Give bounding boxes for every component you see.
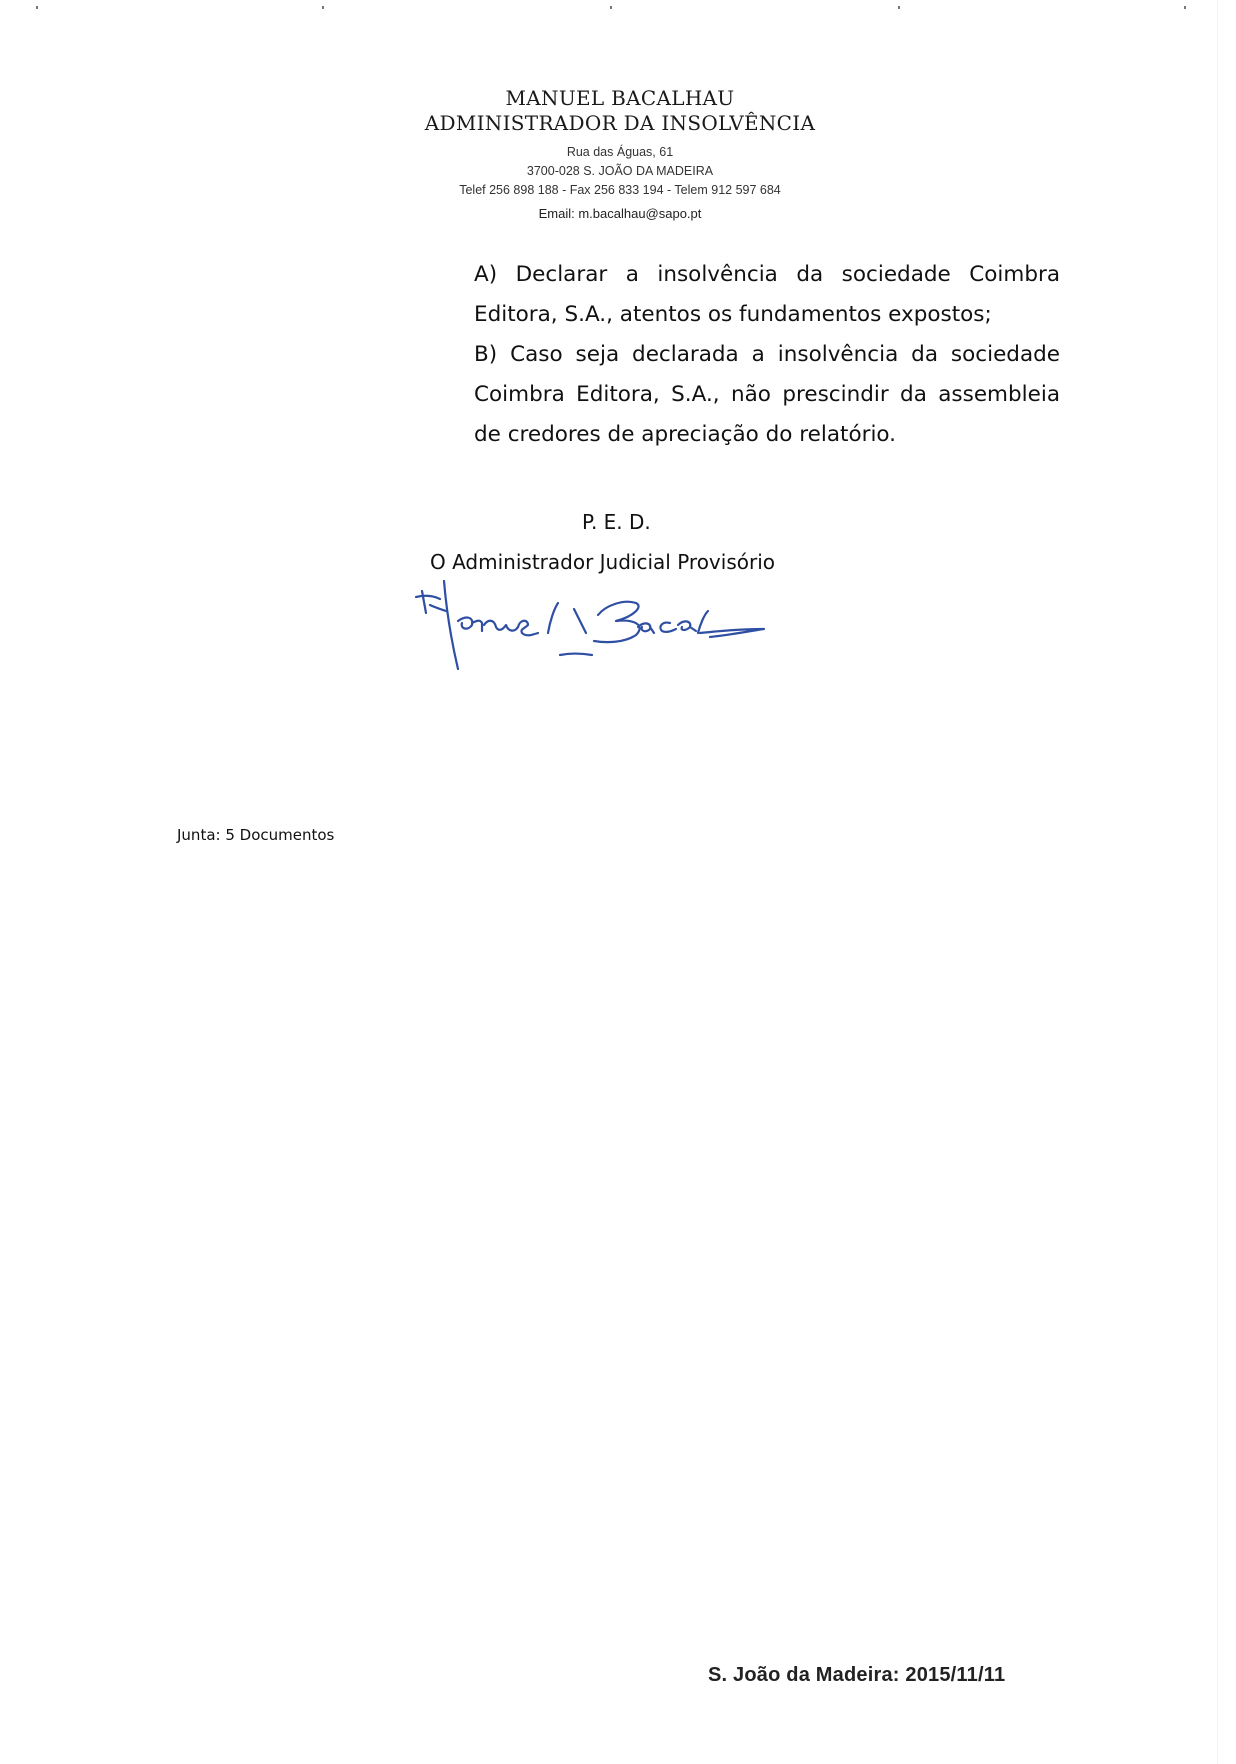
- closing-block: [430, 502, 930, 582]
- handwritten-signature: [410, 575, 800, 675]
- annex-note: Junta: 5 Documentos: [177, 826, 335, 844]
- requests-block: [474, 255, 1060, 455]
- scan-mark: [36, 6, 38, 9]
- letterhead-role: ADMINISTRADOR DA INSOLVÊNCIA: [424, 111, 816, 135]
- place-date: S. João da Madeira: 2015/11/11: [708, 1664, 1006, 1686]
- letterhead-phones: Telef 256 898 188 - Fax 256 833 194 - Telem 912 597 684: [459, 183, 781, 197]
- letterhead: [380, 86, 860, 224]
- closing-formula: P. E. D.: [582, 510, 651, 534]
- scan-mark: [610, 6, 612, 9]
- letterhead-postal: 3700-028 S. JOÃO DA MADEIRA: [526, 164, 714, 178]
- scan-edge: [1217, 0, 1218, 1764]
- scan-mark: [898, 6, 900, 9]
- scan-mark: [1184, 6, 1186, 9]
- scan-mark: [322, 6, 324, 9]
- request-a: A) Declarar a insolvência da sociedade Coimbra Editora, S.A., atentos os fundamentos expostos;: [474, 262, 1060, 327]
- signatory-title: O Administrador Judicial Provisório: [430, 550, 775, 574]
- letterhead-email: Email: m.bacalhau@sapo.pt: [538, 206, 702, 221]
- letterhead-street: Rua das Águas, 61: [566, 145, 674, 159]
- letterhead-name: MANUEL BACALHAU: [505, 86, 735, 110]
- request-b: B) Caso seja declarada a insolvência da sociedade Coimbra Editora, S.A., não prescindir da assembleia de credores de apreciação do relatório.: [474, 342, 1060, 447]
